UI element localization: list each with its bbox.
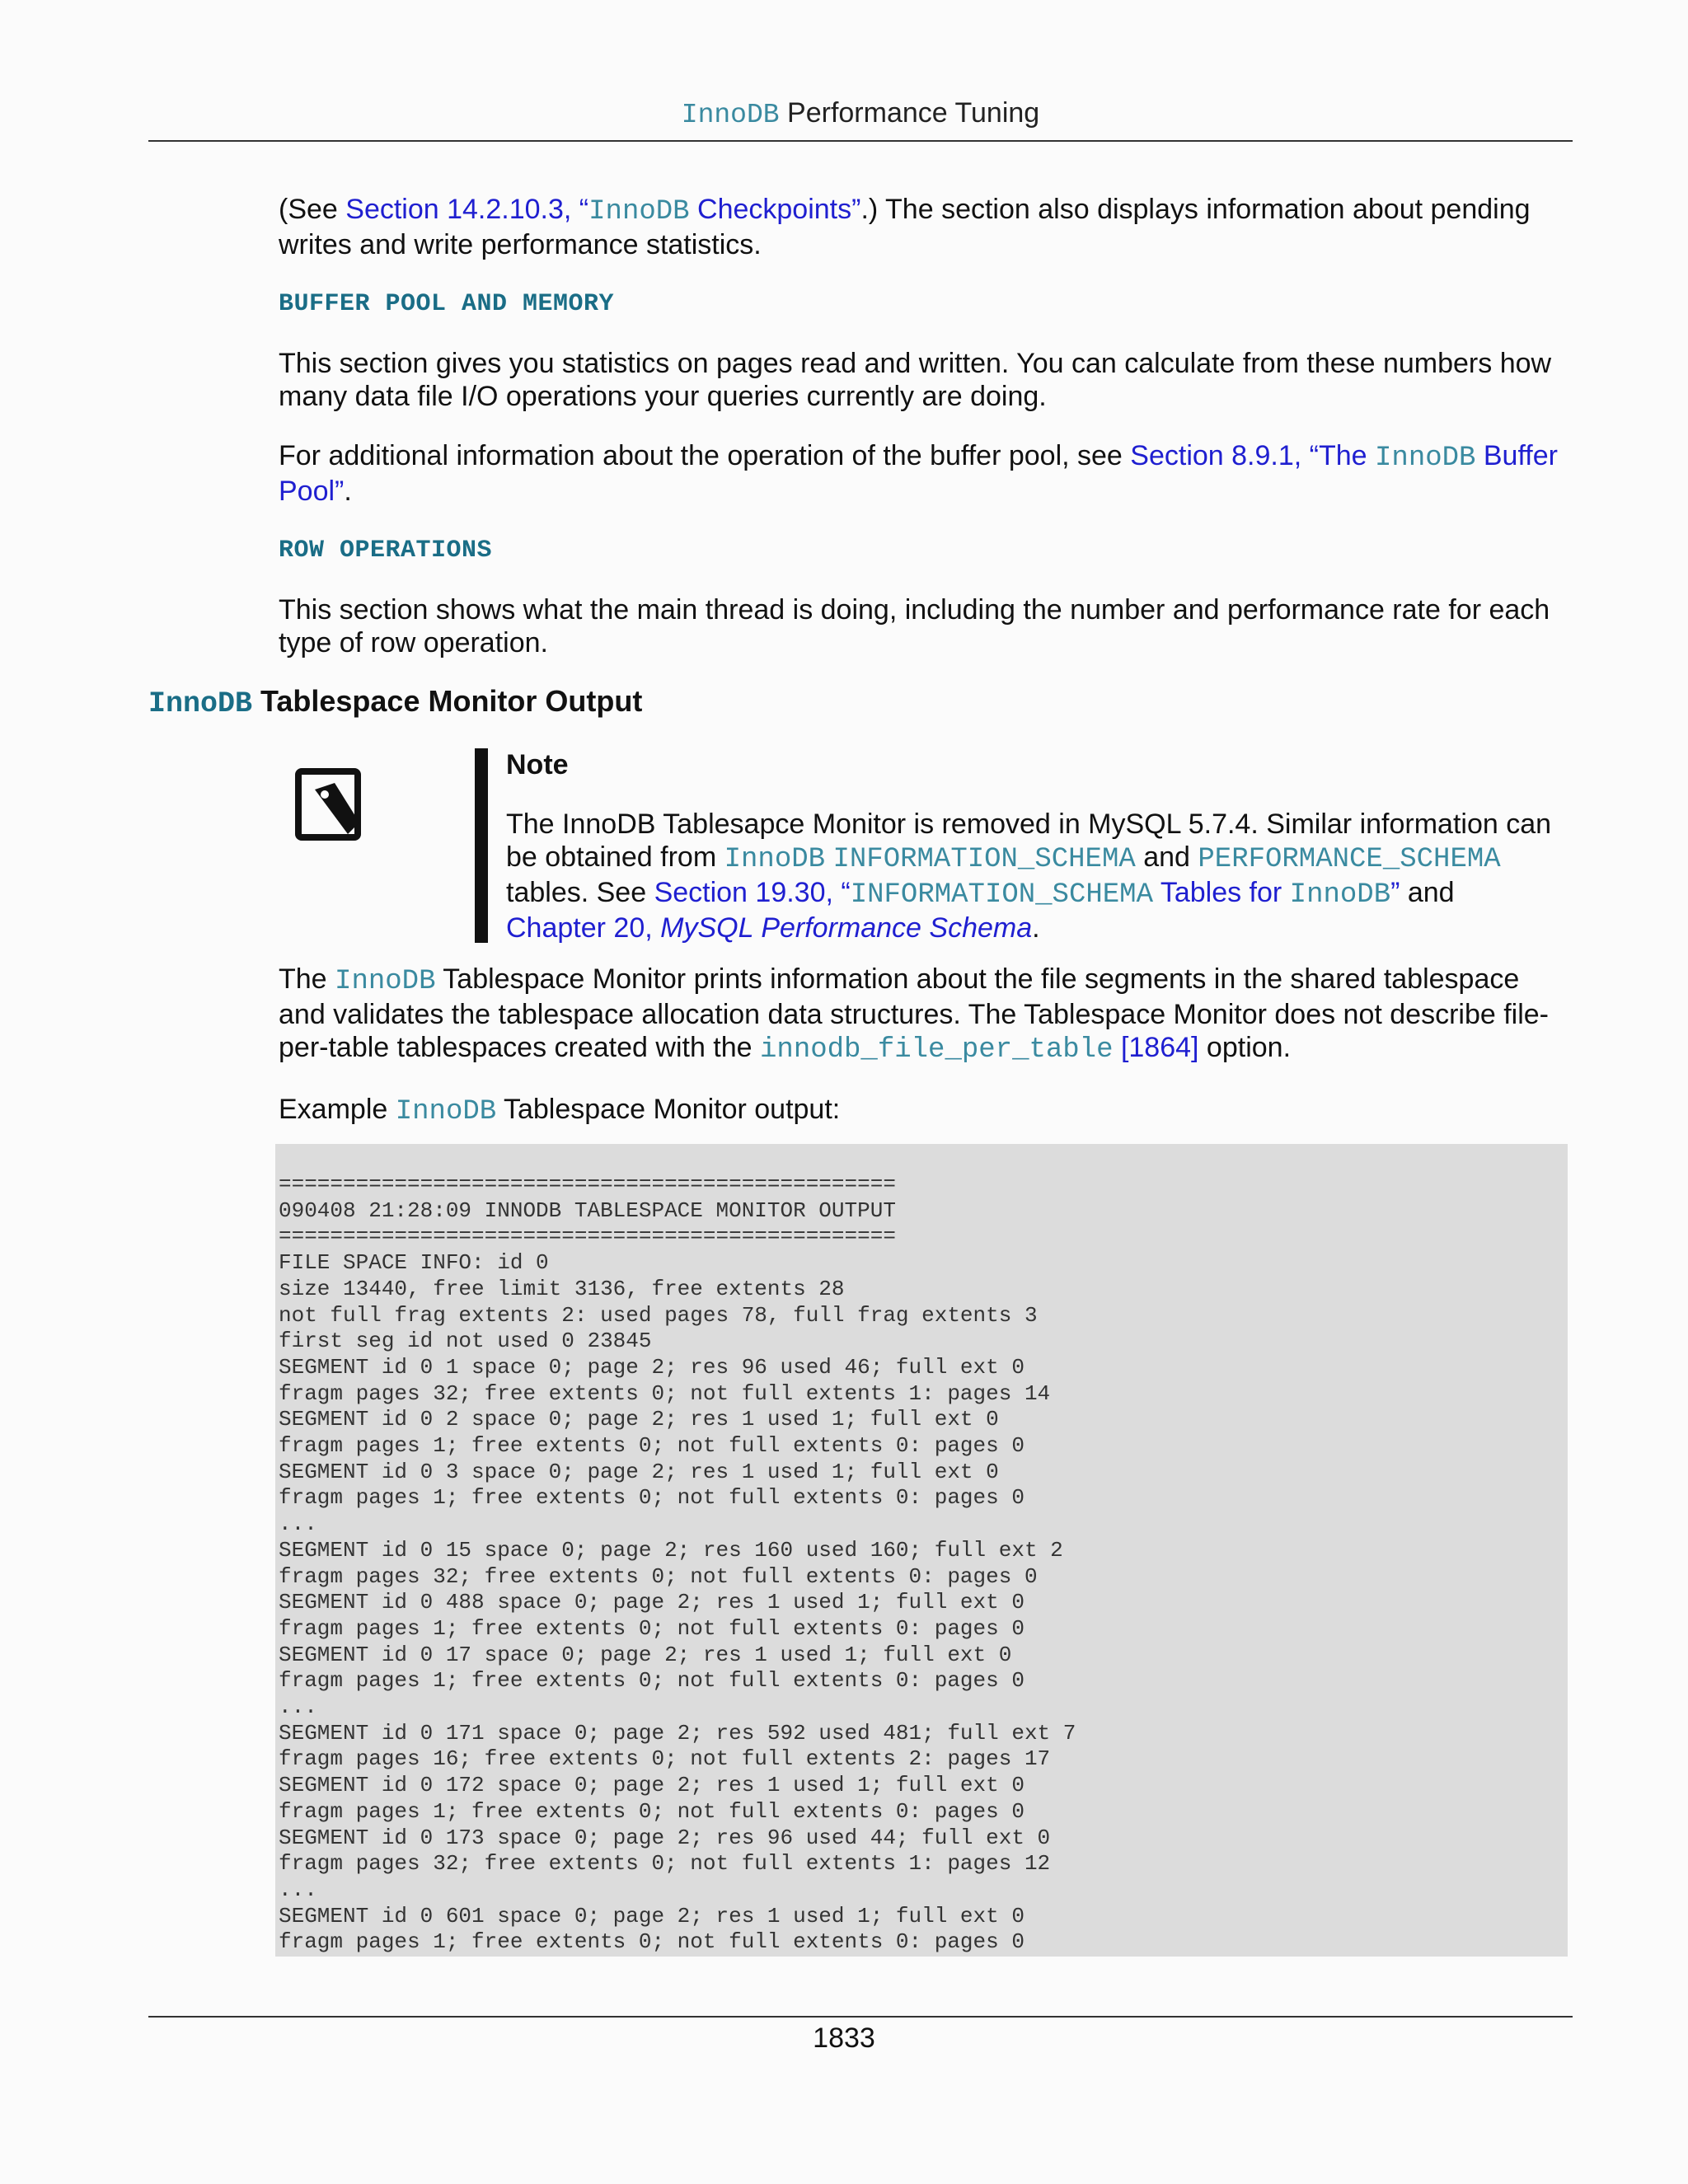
header-code: InnoDB: [681, 100, 780, 130]
link-checkpoints[interactable]: Section 14.2.10.3, “InnoDB Checkpoints”: [345, 194, 861, 227]
code-block: [275, 1144, 1568, 1957]
note-block: [279, 748, 1564, 943]
link-performance-schema[interactable]: Chapter 20, MySQL Performance Schema: [506, 912, 1033, 944]
secondary-content: [279, 963, 1564, 1155]
section-title-text: Tablespace Monitor Output: [252, 684, 643, 718]
paragraph-checkpoints: (See Section 14.2.10.3, “InnoDB Checkpoints”.) The section also displays information about pending writes and write performance statistics.: [279, 194, 1531, 260]
note-text: [506, 748, 1561, 944]
paragraph-buffer-stats: This section gives you statistics on pages read and written. You can calculate from these numbers how many data file I/O operations your queries currently are doing.: [279, 348, 1552, 412]
note-icon: [292, 765, 374, 847]
note-bar: [475, 748, 488, 943]
subheading-row-operations: ROW OPERATIONS: [279, 537, 493, 565]
section-title-code: InnoDB: [148, 687, 253, 720]
page-number: 1833: [813, 2022, 875, 2054]
link-option-ref[interactable]: [1864]: [1113, 1032, 1199, 1063]
code-output: ================================================ 090408 21:28:09 INNODB TABLESPACE MONITOR OUTPUT ================================================ FILE SPACE INFO: id 0 size 13440, free limit 3136, free extents 28 not full frag extents 2: used pages 78, full frag extents 3 first seg id not used 0 23845 SEGMENT id 0 1 space 0; page 2; res 96 used 46; full ext 0 fragm pages 32; free extents 0; not full extents 1: pages 14 SEGMENT id 0 2 space 0; page 2; res 1 used 1; full ext 0 fragm pages 1; free extents 0; not full extents 0: pages 0 SEGMENT id 0 3 space 0; page 2; res 1 used 1; full ext 0 fragm pages 1; free extents 0; not full extents 0: pages 0 ... SEGMENT id 0 15 space 0; page 2; res 160 used 160; full ext 2 fragm pages 32; free extents 0; not full extents 0: pages 0 SEGMENT id 0 488 space 0; page 2; res 1 used 1; full ext 0 fragm pages 1; free extents 0; not full extents 0: pages 0 SEGMENT id 0 17 space 0; page 2; res 1 used 1; full ext 0 fragm pages 1; free extents 0; not full extents 0: pages 0 ... SEGMENT id 0 171 space 0; page 2; res 592 used 481; full ext 7 fragm pages 16; free extents 0; not full extents 2: pages 17 SEGMENT id 0 172 space 0; page 2; res 1 used 1; full ext 0 fragm pages 1; free extents 0; not full extents 0: pages 0 SEGMENT id 0 173 space 0; page 2; res 96 used 44; full ext 0 fragm pages 32; free extents 0; not full extents 1: pages 12 ... SEGMENT id 0 601 space 0; page 2; res 1 used 1; full ext 0 fragm pages 1; free extents 0; not full extents 0: pages 0: [279, 1172, 1076, 1955]
paragraph-tablespace-monitor: The InnoDB Tablespace Monitor prints information about the file segments in the shared tablespace and validates the tablespace allocation data structures. The Tablespace Monitor does not describe file-per-table tablespaces created with the innodb_file_per_table [1864] option.: [279, 963, 1550, 1066]
section-title: [148, 684, 642, 720]
footer-rule: [148, 2016, 1573, 2018]
paragraph-row-operations: This section shows what the main thread is doing, including the number and performance rate for each type of row operation.: [279, 594, 1550, 658]
note-title: Note: [506, 749, 569, 780]
note-body: The InnoDB Tablesapce Monitor is removed in MySQL 5.7.4. Similar information can be obtained from InnoDB INFORMATION_SCHEMA and PERFORMANCE_SCHEMA tables. See Section 19.30, “INFORMATION_SCHEMA Tables for InnoDB” and Chapter 20, MySQL Performance Schema.: [506, 808, 1552, 944]
paragraph-example-intro: Example InnoDB Tablespace Monitor output:: [279, 1094, 841, 1127]
paragraph-buffer-pool-ref: For additional information about the operation of the buffer pool, see Section 8.9.1, “The InnoDB Buffer Pool”.: [279, 440, 1558, 507]
main-content: [279, 193, 1564, 686]
link-information-schema[interactable]: Section 19.30, “INFORMATION_SCHEMA Tables for InnoDB”: [654, 877, 1400, 911]
subheading-buffer-pool: BUFFER POOL AND MEMORY: [279, 290, 615, 318]
running-header: [148, 97, 1573, 142]
link-buffer-pool[interactable]: Section 8.9.1, “The InnoDB Buffer Pool”: [279, 440, 1558, 507]
header-title: Performance Tuning: [779, 97, 1040, 129]
